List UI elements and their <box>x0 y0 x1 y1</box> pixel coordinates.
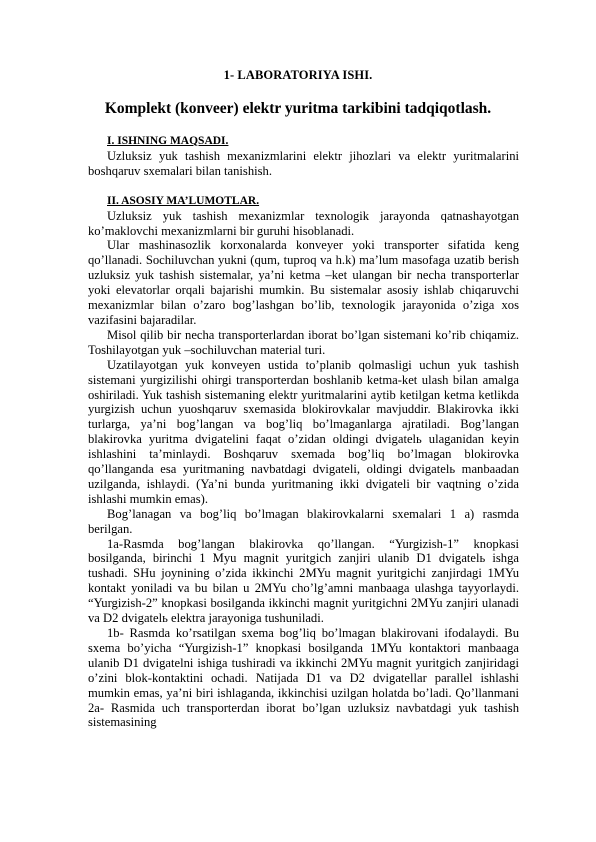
document-body <box>88 134 519 730</box>
paragraph: Misol qilib bir necha transporterlardan iborat bo’lgan sistemani ko’rib chiqamiz. Toshilayotgan yuk –sochiluvchan material turi. <box>88 327 519 357</box>
section-heading-purpose: I. ISHNING MAQSADI. <box>107 135 229 147</box>
section-heading-background: II. ASOSIY MA’LUMOTLAR. <box>107 194 260 207</box>
lab-title: 1- LABORATORIYA ISHI. <box>223 68 373 82</box>
section-purpose <box>88 134 519 179</box>
paragraph: Uzluksiz yuk tashish mexanizmlar texnologik jarayonda qatnashayotgan ko’maklovchi mexanizmlarni bir guruhi hisoblanadi. <box>88 208 519 238</box>
section-gap <box>88 179 519 194</box>
paragraph: 1a-Rasmda bog’langan blakirovka qo’llangan. “Yurgizish-1” knopkasi bosilganda, birinchi 1 Myu magnit yuritgich zanjiri ulanib D1 dvigatelь ishga tushadi. SHu joynining o’zida ikkinchi 2MYu magnit yuritgichi zanjirdagi 1MYu kontakt yoniladi va bu bilan u 2MYu cho’lg’amni manbaaga ulashga tayyorlaydi. “Yurgizish-2” knopkasi bosilganda ikkinchi magnit yuritgichni 2MYu zanjiri ulanadi va D2 dvigatelь elektra jarayoniga tushuniladi. <box>88 536 519 626</box>
paragraph: Ular mashinasozlik korxonalarda konveyer yoki transporter sifatida keng qo’llanadi. Sochiluvchan yukni (qum, tuproq va h.k) ma’lum masofaga uzatib berish uzluksiz yuk tashish sistemalar, ya’ni ketma –ket ulangan bir necha transporterlar yoki elevatorlar orqali bajarishi mumkin. Bu sistemalar asosiy ishlab chiqaruvchi mexanizmlar bilan o’zaro bog’lashgan bo’lib, texnologik jarayonida o’ziga xos vazifasini bajaradilar. <box>88 238 519 327</box>
section-background <box>88 194 519 731</box>
paragraph: Bog’lanagan va bog’liq bo’lmagan blakirovkalarni sxemalari 1 a) rasmda berilgan. <box>88 506 519 536</box>
paragraph: Uzluksiz yuk tashish mexanizmlarini elektr jihozlari va elektr yuritmalarini boshqaruv sxemalari bilan tanishish. <box>88 148 519 178</box>
main-title: Komplekt (konveer) elektr yuritma tarkibini tadqiqotlash. <box>104 100 492 117</box>
paragraph: 1b- Rasmda ko’rsatilgan sxema bog’liq bo’lmagan blakirovani ifodalaydi. Bu sxema bo’yicha “Yurgizish-1” knopkasi bosilganda 1MYu kontaktori manbaaga ulanib D1 dvigatelni ishiga tushiradi va ikkinchi 2MYu magnit yuritgich zanjiridagi o’zini blok-kontaktini ochadi. Natijada D1 va D2 dvigatellar parallel ishlashi mumkin emas, ya’ni biri ishlaganda, ikkinchisi uzilgan holatda bo’ladi. Qo’llanmani 2a- Rasmida uch transporterdan iborat bo’lgan uzluksiz navbatdagi yuk tashish sistemasining <box>88 626 519 730</box>
paragraph: Uzatilayotgan yuk konveyen ustida to’planib qolmasligi uchun yuk tashish sistemani yurgizilishi ohirgi transporterdan boshlanib ketma-ket ulash bilan amalga oshiriladi. Yuk tashish sistemaning elektr yuritmalarini aytib ketilgan ketma ketlikda yurgizish uchun yuoshqaruv sxemasida blokirovkalar mavjuddir. Blakirovka ikki turlarga, ya’ni bog’langan va bog’liq bo’lmaganlarga ajratiladi. Bog’langan blakirovka yuritma dvigatelini faqat o’zidan oldingi dvigatelь ulaganidan keyin ishlashini ta’minlaydi. Boshqaruv sxemada bog’liq bo’lmagan blokirovka qo’llanganda esa yuritmaning navbatdagi dvigateli, oldingi dvigatelь manbaadan uzilganda, ishlaydi. (Ya’ni bunda yuritmaning ikki dvigateli bir vaqtning o’zida ishlashi mumkin emas). <box>88 357 519 506</box>
